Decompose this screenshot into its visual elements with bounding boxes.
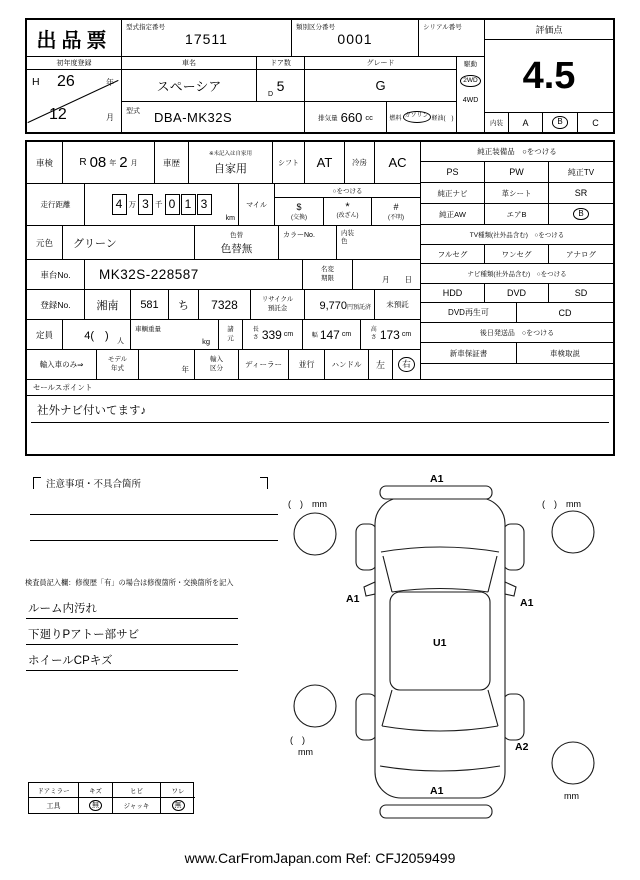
first-reg-era: H [32, 76, 40, 88]
main-box [25, 140, 615, 456]
left-mirror [364, 582, 375, 596]
equip-genuine-navi: 純正ナビ [421, 183, 485, 204]
damage-center-u1: U1 [433, 637, 447, 649]
defect-text-3: ホイールCPキズ [28, 655, 113, 667]
handle-right-cell [393, 350, 421, 380]
history-value: 自家用 [214, 163, 247, 175]
odometer-unit-sen: 千 [155, 200, 163, 209]
displacement-label: 排気量 [318, 114, 338, 122]
fuel-gasoline-circled: ガソリン [403, 111, 431, 123]
navi-cd: CD [517, 303, 613, 323]
jack-none-circled: 無 [172, 800, 185, 811]
equip-airbag-grade-cell [549, 204, 613, 225]
tire-tread-circle-front-left [294, 513, 336, 555]
color-no-label: カラーNo. [283, 232, 315, 239]
sales-point-rule [31, 422, 609, 423]
tire-mm-front-right: mm [566, 499, 581, 509]
model-value: DBA-MK32S [154, 110, 233, 125]
model-year-unit: 年 [181, 365, 189, 374]
registration-number: 7328 [199, 290, 251, 320]
first-reg-label: 初年度登録 [27, 57, 122, 70]
model-code-cell [122, 20, 292, 57]
rename-month-day: 月 日 [382, 275, 412, 284]
length-value: 339 [261, 327, 282, 342]
tire-mm-front-left: mm [312, 499, 327, 509]
weight-label: 車輌重量 [135, 326, 161, 333]
defect-text-1: ルーム内汚れ [28, 603, 97, 615]
model-label: 型式 [126, 108, 140, 115]
door-mirror-label: ドアミラー [29, 783, 79, 798]
import-dealer: ディーラー [239, 350, 289, 380]
odometer-digits [85, 184, 238, 225]
serial-label: シリアル番号 [423, 24, 462, 31]
tools-none-circled: 無 [89, 800, 102, 811]
fuel-label: 燃料 [389, 115, 402, 122]
interior-color-cell [337, 226, 421, 260]
color-cell [63, 226, 195, 260]
shaken-label: 車検 [27, 142, 63, 184]
shaken-manual: 車検取説 [517, 343, 613, 364]
later-shipping-header: 後日発送品 ○をつける [421, 323, 613, 343]
serial-cell [419, 20, 485, 57]
color-change-cell [195, 226, 279, 260]
new-car-warranty: 新車保証書 [421, 343, 517, 364]
equip-pw: PW [485, 162, 549, 183]
color-change-label: 色替 [230, 231, 243, 239]
mirror-opt-break: ワレ [161, 783, 195, 798]
tire-paren-rear-left: ( ) [290, 735, 305, 745]
width-label: 幅 [311, 333, 318, 339]
equip-sr: SR [549, 183, 613, 204]
damage-rear-a1: A1 [430, 785, 444, 797]
capacity-unit: 人 [117, 338, 124, 345]
navi-type-header: ナビ種類(社外品含む) ○をつける [421, 264, 613, 284]
first-reg-month: 12 [49, 106, 67, 123]
history-label: 車歴 [155, 142, 189, 184]
recycle-label-cell [251, 290, 305, 320]
chassis-label: 車台No. [27, 260, 85, 290]
drive-cell [457, 57, 485, 132]
displacement-cell [305, 102, 387, 132]
header-box [25, 18, 615, 134]
handle-left: 左 [369, 350, 393, 380]
odometer-opt3-mark: # [393, 202, 399, 212]
tire-tread-circle-rear-left [294, 685, 336, 727]
interior-grade-a: A [509, 112, 543, 132]
spec-label: 諸元 [227, 326, 234, 342]
length-cell [243, 320, 303, 350]
registration-region: 湘南 [85, 290, 131, 320]
defect-line-1 [26, 618, 238, 619]
notes-line-2 [30, 540, 278, 541]
displacement-unit: cc [365, 112, 373, 122]
class-code-value: 0001 [337, 31, 373, 47]
ac-value: AC [375, 142, 421, 184]
first-reg-cell [27, 70, 122, 132]
odometer-digit-1: 4 [112, 194, 127, 215]
odometer-opt1-note: (交換) [291, 215, 307, 221]
shift-value: AT [305, 142, 345, 184]
capacity-value: 4( ) [84, 329, 109, 342]
navi-dvd: DVD [485, 284, 549, 303]
tv-analog: アナログ [549, 245, 613, 264]
rear-left-wheel [356, 694, 377, 740]
navi-hdd: HDD [421, 284, 485, 303]
genuine-equipment-header: 純正装備品 ○をつける [421, 142, 613, 162]
model-year-label: モデル年式 [107, 356, 128, 372]
recycle-amount: 9,770 [319, 300, 347, 312]
damage-rear-right-a2: A2 [515, 741, 529, 753]
mile-label: マイル [239, 184, 275, 226]
import-only-label: 輸入車のみ⇒ [27, 350, 97, 380]
grade-value: G [305, 70, 457, 102]
mirror-opt-scratch: キズ [79, 783, 113, 798]
odometer-opt3-note: (不明) [388, 215, 404, 221]
score-value: 4.5 [522, 54, 576, 97]
import-type-cell [195, 350, 239, 380]
color-label: 元色 [27, 226, 63, 260]
inspector-label: 検査員記入欄：修復歴「有」の場合は修復箇所・交換箇所を記入 [25, 578, 234, 587]
width-cell [303, 320, 361, 350]
width-value: 147 [319, 327, 340, 342]
mirror-tools-table [28, 782, 194, 814]
equip-airbag: エアB [485, 204, 549, 225]
tire-tread-circle-rear-right [552, 742, 594, 784]
navi-dvd-playable: DVD再生可 [421, 303, 517, 323]
class-code-label: 類別区分番号 [296, 24, 335, 31]
interior-grade-c: C [578, 112, 613, 132]
defect-line-2 [26, 644, 238, 645]
jack-value-cell [161, 798, 195, 813]
tire-paren-front-right: ( ) [542, 499, 557, 509]
rename-deadline-label: 名変期限 [321, 266, 334, 282]
first-reg-month-unit: 月 [106, 113, 114, 122]
import-type-label: 輸入区分 [210, 356, 223, 372]
shaken-year: 08 [89, 154, 107, 171]
doors-cell [257, 70, 305, 102]
navi-sd: SD [549, 284, 613, 303]
odometer-opt2-mark: * [345, 200, 350, 213]
defect-text-2: 下廻りPアトー部サビ [28, 629, 140, 641]
handle-label: ハンドル [325, 350, 369, 380]
odometer-opt-exchange [275, 198, 324, 226]
interior-color-label: 内装色 [341, 230, 354, 246]
odometer-opt-unknown [372, 198, 421, 226]
model-code-value: 17511 [185, 31, 228, 47]
color-value: グリーン [73, 238, 117, 250]
car-damage-diagram [280, 466, 625, 844]
capacity-label: 定員 [27, 320, 63, 350]
fuel-cell [387, 102, 457, 132]
fuel-diesel: 軽油( ) [431, 115, 454, 122]
notes-bracket-right [260, 477, 268, 489]
tire-mm-rear-right: mm [564, 791, 579, 801]
recycle-label: リサイクル預託金 [261, 296, 294, 312]
rename-deadline-cell [303, 260, 353, 290]
odometer-unit-man: 万 [128, 200, 136, 209]
chassis-value: MK32S-228587 [99, 267, 199, 282]
notes-label: 注意事項・不具合箇所 [46, 479, 142, 490]
tv-oneseg: ワンセグ [485, 245, 549, 264]
odometer-km-unit: km [225, 215, 235, 222]
height-label: 高さ [370, 327, 377, 341]
history-cell [189, 142, 273, 184]
car-name-value: スペーシア [122, 70, 257, 102]
mirror-opt-crack: ヒビ [113, 783, 161, 798]
mileage-label: 走行距離 [27, 184, 85, 226]
odometer-opt-tampered [324, 198, 372, 226]
rear-right-wheel [503, 694, 524, 740]
class-code-cell [292, 20, 419, 57]
model-code-label: 型式指定番号 [126, 24, 165, 31]
recycle-none: 未預託 [375, 290, 421, 320]
notes-bracket-left [33, 477, 41, 489]
odometer-opt1-mark: $ [296, 202, 302, 212]
recycle-amount-cell [305, 290, 375, 320]
recycle-unit: 円預託済 [346, 305, 371, 311]
tools-label: 工具 [29, 798, 79, 813]
equip-leather-seat: 革シート [485, 183, 549, 204]
tire-mm-rear-left: mm [298, 747, 313, 757]
equipment-gap-cell [421, 364, 613, 380]
tools-value-cell [79, 798, 113, 813]
capacity-cell [63, 320, 131, 350]
interior-grade-b-circled: B [552, 116, 567, 128]
front-bumper [380, 486, 492, 499]
drive-2wd-circled: 2WD [460, 75, 480, 87]
tire-tread-circle-front-right [552, 511, 594, 553]
height-unit: cm [401, 331, 412, 338]
handle-right-circled: 右 [398, 357, 415, 372]
rename-date-cell [353, 260, 421, 290]
height-cell [361, 320, 421, 350]
tire-paren-front-left: ( ) [288, 499, 303, 509]
height-value: 173 [379, 327, 400, 342]
odometer-digit-4: 1 [181, 194, 196, 215]
front-right-wheel [503, 524, 524, 570]
drive-4wd: 4WD [462, 97, 479, 105]
tv-type-header: TV種類(社外品含む) ○をつける [421, 225, 613, 245]
odometer-digit-2: 3 [138, 194, 153, 215]
model-year-value-cell [139, 350, 195, 380]
car-name-label: 車名 [122, 57, 257, 70]
color-no-cell [279, 226, 337, 260]
doors-unit: D [268, 91, 274, 98]
interior-grade-b-cell [543, 112, 578, 132]
rear-bumper [380, 805, 492, 818]
length-label: 長さ [252, 327, 259, 341]
registration-kana: ち [169, 290, 199, 320]
notes-line-1 [30, 514, 278, 515]
model-year-cell [97, 350, 139, 380]
odometer-cell [85, 184, 239, 226]
color-change-value: 色替無 [220, 242, 253, 255]
shaken-month: 2 [119, 154, 128, 171]
equip-airbag-grade-circled: B [573, 208, 588, 220]
spec-label-cell [219, 320, 243, 350]
chassis-cell [85, 260, 303, 290]
odometer-digit-5: 3 [197, 194, 212, 215]
doors-label: ドア数 [257, 57, 305, 70]
shift-label: シフト [273, 142, 305, 184]
footer-watermark: www.CarFromJapan.com Ref: CFJ2059499 [184, 850, 456, 866]
odometer-digit-3: 0 [165, 194, 180, 215]
equip-genuine-tv: 純正TV [549, 162, 613, 183]
registration-class: 581 [131, 290, 169, 320]
tv-fullseg: フルセグ [421, 245, 485, 264]
odometer-opt2-note: (改ざん) [336, 213, 359, 220]
sales-point-text: 社外ナビ付いてます♪ [37, 405, 147, 417]
grade-label: グレード [305, 57, 457, 70]
weight-cell [131, 320, 219, 350]
model-cell [122, 102, 305, 132]
defect-line-3 [26, 670, 238, 671]
sheet-title: 出品票 [27, 20, 122, 57]
drive-label: 駆動 [464, 61, 477, 68]
weight-unit: kg [202, 337, 210, 346]
import-parallel: 並行 [289, 350, 325, 380]
damage-front-a1: A1 [430, 473, 444, 485]
ac-label: 冷房 [345, 142, 375, 184]
length-unit: cm [283, 331, 294, 338]
displacement-value: 660 [340, 109, 363, 125]
shaken-month-unit: 月 [130, 159, 138, 167]
equip-ps: PS [421, 162, 485, 183]
damage-right-a1: A1 [520, 597, 534, 609]
shaken-cell [63, 142, 155, 184]
jack-label: ジャッキ [113, 798, 161, 813]
shaken-era: R [79, 157, 87, 168]
sales-point-label: セールスポイント [27, 380, 613, 396]
interior-grade-label: 内装 [485, 112, 509, 132]
odometer-circle-note: ○をつける [275, 184, 421, 198]
front-left-wheel [356, 524, 377, 570]
first-reg-year-unit: 年 [106, 78, 114, 87]
first-reg-year: 26 [57, 73, 75, 90]
right-mirror [505, 582, 516, 596]
width-unit: cm [341, 331, 352, 338]
damage-left-a1: A1 [346, 593, 360, 605]
score-label: 評価点 [485, 20, 613, 40]
sales-point-cell [27, 396, 613, 454]
history-note: ※未記入は自家用 [208, 151, 253, 157]
equip-genuine-aw: 純正AW [421, 204, 485, 225]
doors-value: 5 [276, 77, 285, 94]
shaken-year-unit: 年 [109, 159, 117, 167]
registration-label: 登録No. [27, 290, 85, 320]
